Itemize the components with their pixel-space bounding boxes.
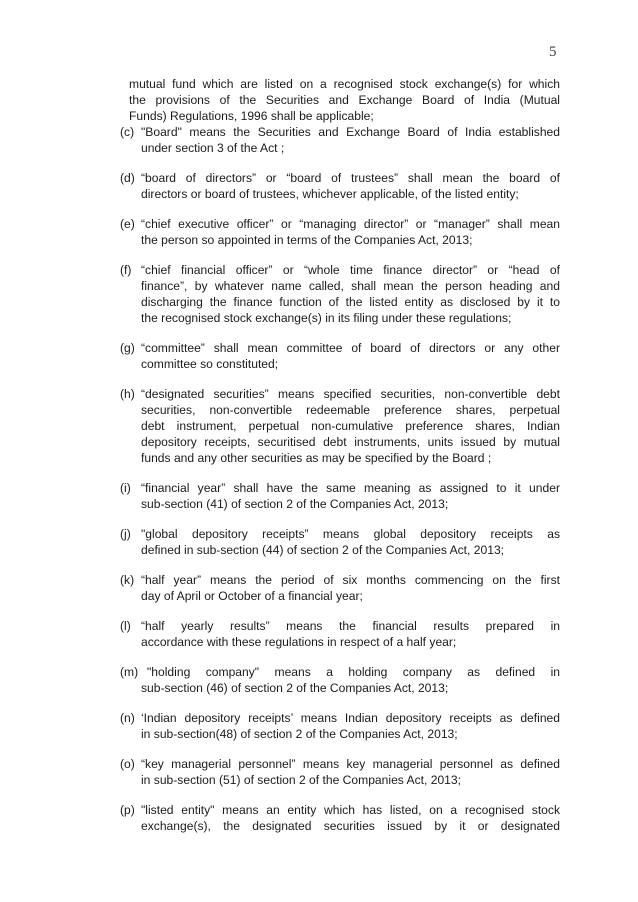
definition-label: (m) [120, 665, 139, 679]
definition-line: “financial year” shall have the same meaning as assigned to it under [141, 481, 560, 495]
definition-line: sub-section (41) of section 2 of the Companies Act, 2013; [141, 497, 449, 511]
definition-label: (k) [120, 573, 135, 587]
definition-item [120, 618, 560, 650]
definition-line: “committee” shall mean committee of board of directors or any other [141, 341, 560, 355]
definition-line: in sub-section (51) of section 2 of the Companies Act, 2013; [141, 773, 461, 787]
definition-label: (p) [120, 803, 135, 817]
definition-line: "global depository receipts” means global depository receipts as [141, 527, 560, 541]
definition-item [120, 386, 560, 466]
definition-line: under section 3 of the Act ; [141, 141, 285, 155]
definition-line: "holding company" means a holding company as defined in [147, 665, 560, 679]
definition-line: exchange(s), the designated securities issued by it or designated [141, 819, 560, 833]
definition-line: day of April or October of a financial year; [141, 589, 363, 603]
definition-item [120, 124, 560, 156]
definition-line: funds and any other securities as may be specified by the Board ; [141, 451, 492, 465]
definition-line: accordance with these regulations in respect of a half year; [141, 635, 457, 649]
intro-line: mutual fund which are listed on a recognised stock exchange(s) for which [129, 77, 560, 91]
definition-label: (f) [120, 263, 132, 277]
definition-line: “half year” means the period of six months commencing on the first [141, 573, 560, 587]
definition-item [120, 526, 560, 558]
definition-line: securities, non-convertible redeemable preference shares, perpetual [141, 403, 560, 417]
definition-item [120, 216, 560, 248]
definition-item [120, 480, 560, 512]
page-number: 5 [549, 44, 557, 60]
document-body [120, 76, 560, 848]
definition-label: (g) [120, 341, 135, 355]
definition-item [120, 802, 560, 834]
definition-line: the person so appointed in terms of the Companies Act, 2013; [141, 233, 473, 247]
definition-line: “chief financial officer” or “whole time finance director” or “head of [141, 263, 560, 277]
definition-line: discharging the finance function of the listed entity as disclosed by it to [141, 295, 560, 309]
definition-line: debt instrument, perpetual non-cumulative preference shares, Indian [141, 419, 560, 433]
definition-label: (e) [120, 217, 135, 231]
definition-label: (c) [120, 125, 135, 139]
definition-item [120, 664, 560, 696]
intro-paragraph [129, 76, 560, 124]
definition-line: “chief executive officer” or “managing director” or “manager” shall mean [141, 217, 560, 231]
definition-label: (h) [120, 387, 135, 401]
definition-item [120, 262, 560, 326]
definition-line: depository receipts, securitised debt instruments, units issued by mutual [141, 435, 560, 449]
definition-line: in sub-section(48) of section 2 of the Companies Act, 2013; [141, 727, 458, 741]
definition-label: (n) [120, 711, 135, 725]
definition-label: (i) [120, 481, 131, 495]
definition-line: the recognised stock exchange(s) in its filing under these regulations; [141, 311, 512, 325]
definition-line: "Board" means the Securities and Exchange Board of India established [141, 125, 560, 139]
intro-line: Funds) Regulations, 1996 shall be applicable; [129, 109, 374, 123]
definition-line: directors or board of trustees, whichever applicable, of the listed entity; [141, 187, 519, 201]
definition-label: (l) [120, 619, 131, 633]
definition-line: defined in sub-section (44) of section 2 of the Companies Act, 2013; [141, 543, 505, 557]
definition-label: (o) [120, 757, 135, 771]
definition-line: “board of directors” or “board of trustees” shall mean the board of [141, 171, 560, 185]
definition-line: committee so constituted; [141, 357, 279, 371]
definition-label: (d) [120, 171, 135, 185]
definition-line: "listed entity" means an entity which has listed, on a recognised stock [141, 803, 560, 817]
intro-line: the provisions of the Securities and Exchange Board of India (Mutual [129, 93, 560, 107]
definition-item [120, 170, 560, 202]
definition-line: finance”, by whatever name called, shall mean the person heading and [141, 279, 560, 293]
definition-line: sub-section (46) of section 2 of the Companies Act, 2013; [141, 681, 449, 695]
definition-item [120, 572, 560, 604]
definition-item [120, 710, 560, 742]
definition-line: “key managerial personnel” means key managerial personnel as defined [141, 757, 560, 771]
definition-line: ‘Indian depository receipts’ means Indian depository receipts as defined [141, 711, 560, 725]
definition-item [120, 340, 560, 372]
definition-line: “half yearly results” means the financial results prepared in [141, 619, 560, 633]
definition-line: “designated securities” means specified securities, non-convertible debt [141, 387, 560, 401]
definition-item [120, 756, 560, 788]
definition-label: (j) [120, 527, 131, 541]
